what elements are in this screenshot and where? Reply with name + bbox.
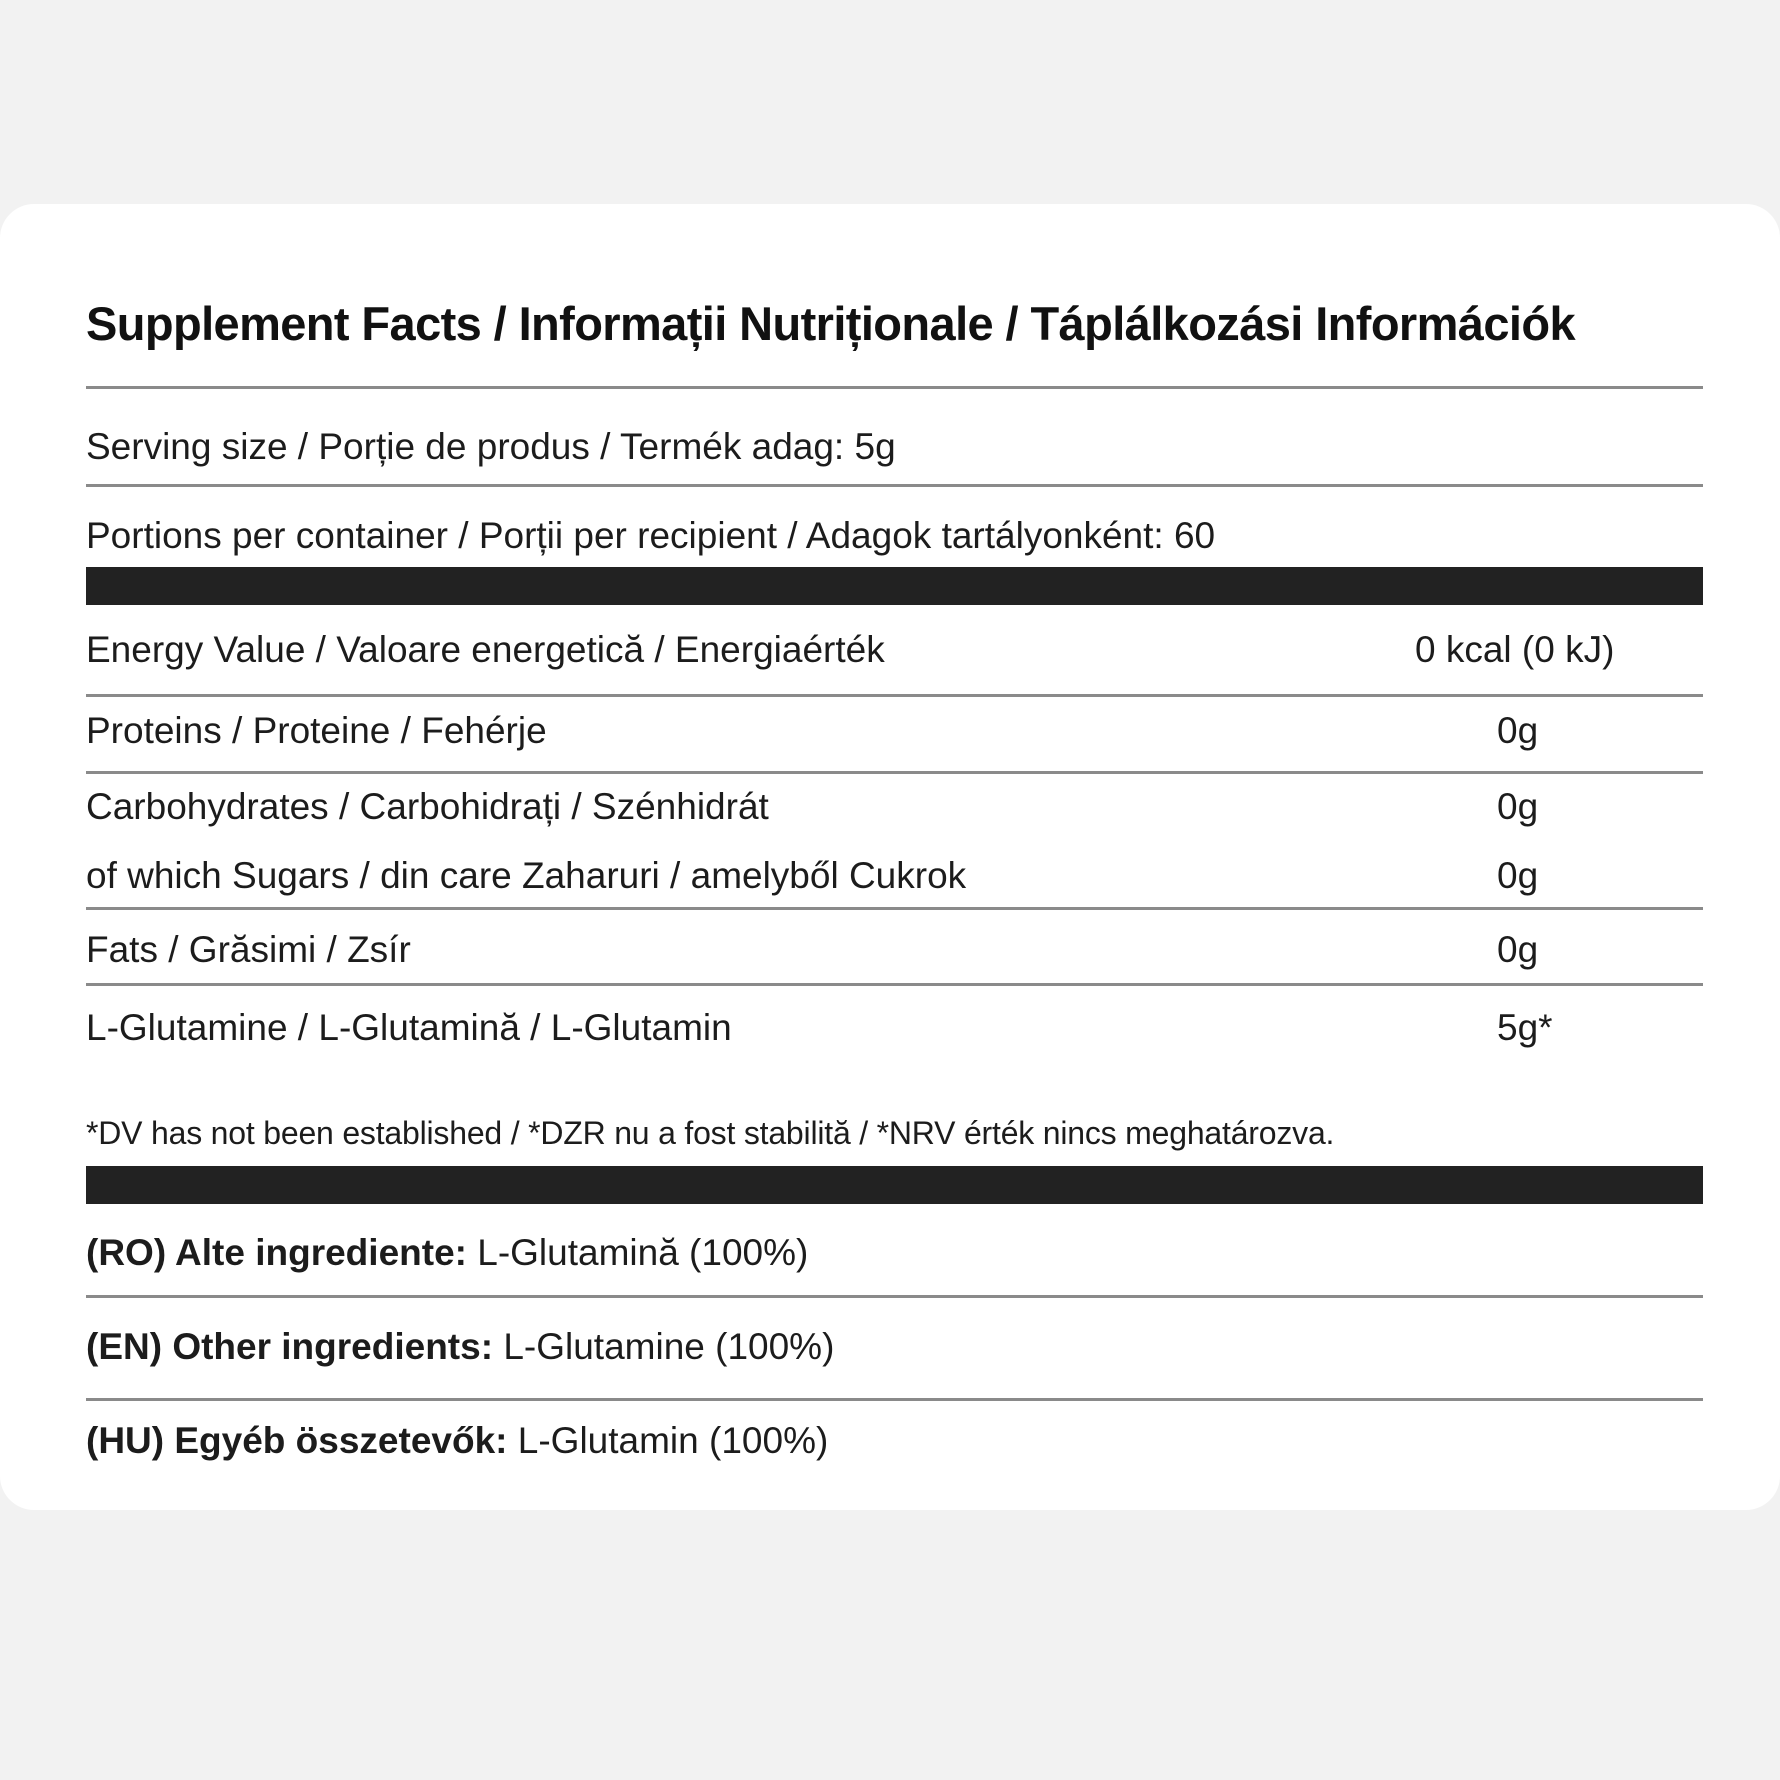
ingredients-hu	[86, 1422, 828, 1459]
nutrient-value-sugars: 0g	[1497, 855, 1539, 896]
nutrient-value-energy: 0 kcal (0 kJ)	[1415, 629, 1615, 670]
portions-per-container: Portions per container / Porții per recipient / Adagok tartályonként: 60	[86, 515, 1216, 556]
divider	[86, 1398, 1703, 1401]
nutrient-label-sugars: of which Sugars / din care Zaharuri / amelyből Cukrok	[86, 855, 967, 896]
divider	[86, 694, 1703, 697]
nutrient-value-proteins: 0g	[1497, 710, 1539, 751]
divider	[86, 1295, 1703, 1298]
footnote: *DV has not been established / *DZR nu a fost stabilită / *NRV érték nincs meghatározva.	[86, 1115, 1335, 1151]
ingredients-hu-value: L-Glutamin (100%)	[517, 1420, 829, 1461]
ingredients-ro-value: L-Glutamină (100%)	[477, 1232, 809, 1273]
nutrient-value-carbohydrates: 0g	[1497, 786, 1539, 827]
serving-size: Serving size / Porție de produs / Termék adag: 5g	[86, 426, 896, 467]
nutrient-value-fats: 0g	[1497, 929, 1539, 970]
ingredients-en-value: L-Glutamine (100%)	[503, 1326, 835, 1367]
thick-divider	[86, 567, 1703, 605]
ingredients-ro-label: (RO) Alte ingrediente:	[86, 1232, 467, 1273]
divider	[86, 386, 1703, 389]
nutrient-label-fats: Fats / Grăsimi / Zsír	[86, 929, 411, 970]
divider	[86, 484, 1703, 487]
divider	[86, 983, 1703, 986]
divider	[86, 771, 1703, 774]
nutrient-label-carbohydrates: Carbohydrates / Carbohidrați / Szénhidrát	[86, 786, 769, 827]
ingredients-en	[86, 1328, 834, 1365]
ingredients-ro	[86, 1234, 808, 1271]
facts-title: Supplement Facts / Informații Nutriționale / Táplálkozási Információk	[86, 297, 1575, 350]
nutrient-label-l-glutamine: L-Glutamine / L-Glutamină / L-Glutamin	[86, 1007, 732, 1048]
nutrient-label-proteins: Proteins / Proteine / Fehérje	[86, 710, 547, 751]
ingredients-en-label: (EN) Other ingredients:	[86, 1326, 494, 1367]
divider	[86, 907, 1703, 910]
nutrient-value-l-glutamine: 5g*	[1497, 1007, 1553, 1048]
ingredients-hu-label: (HU) Egyéb összetevők:	[86, 1420, 508, 1461]
thick-divider	[86, 1166, 1703, 1204]
nutrient-label-energy: Energy Value / Valoare energetică / Energiaérték	[86, 629, 885, 670]
